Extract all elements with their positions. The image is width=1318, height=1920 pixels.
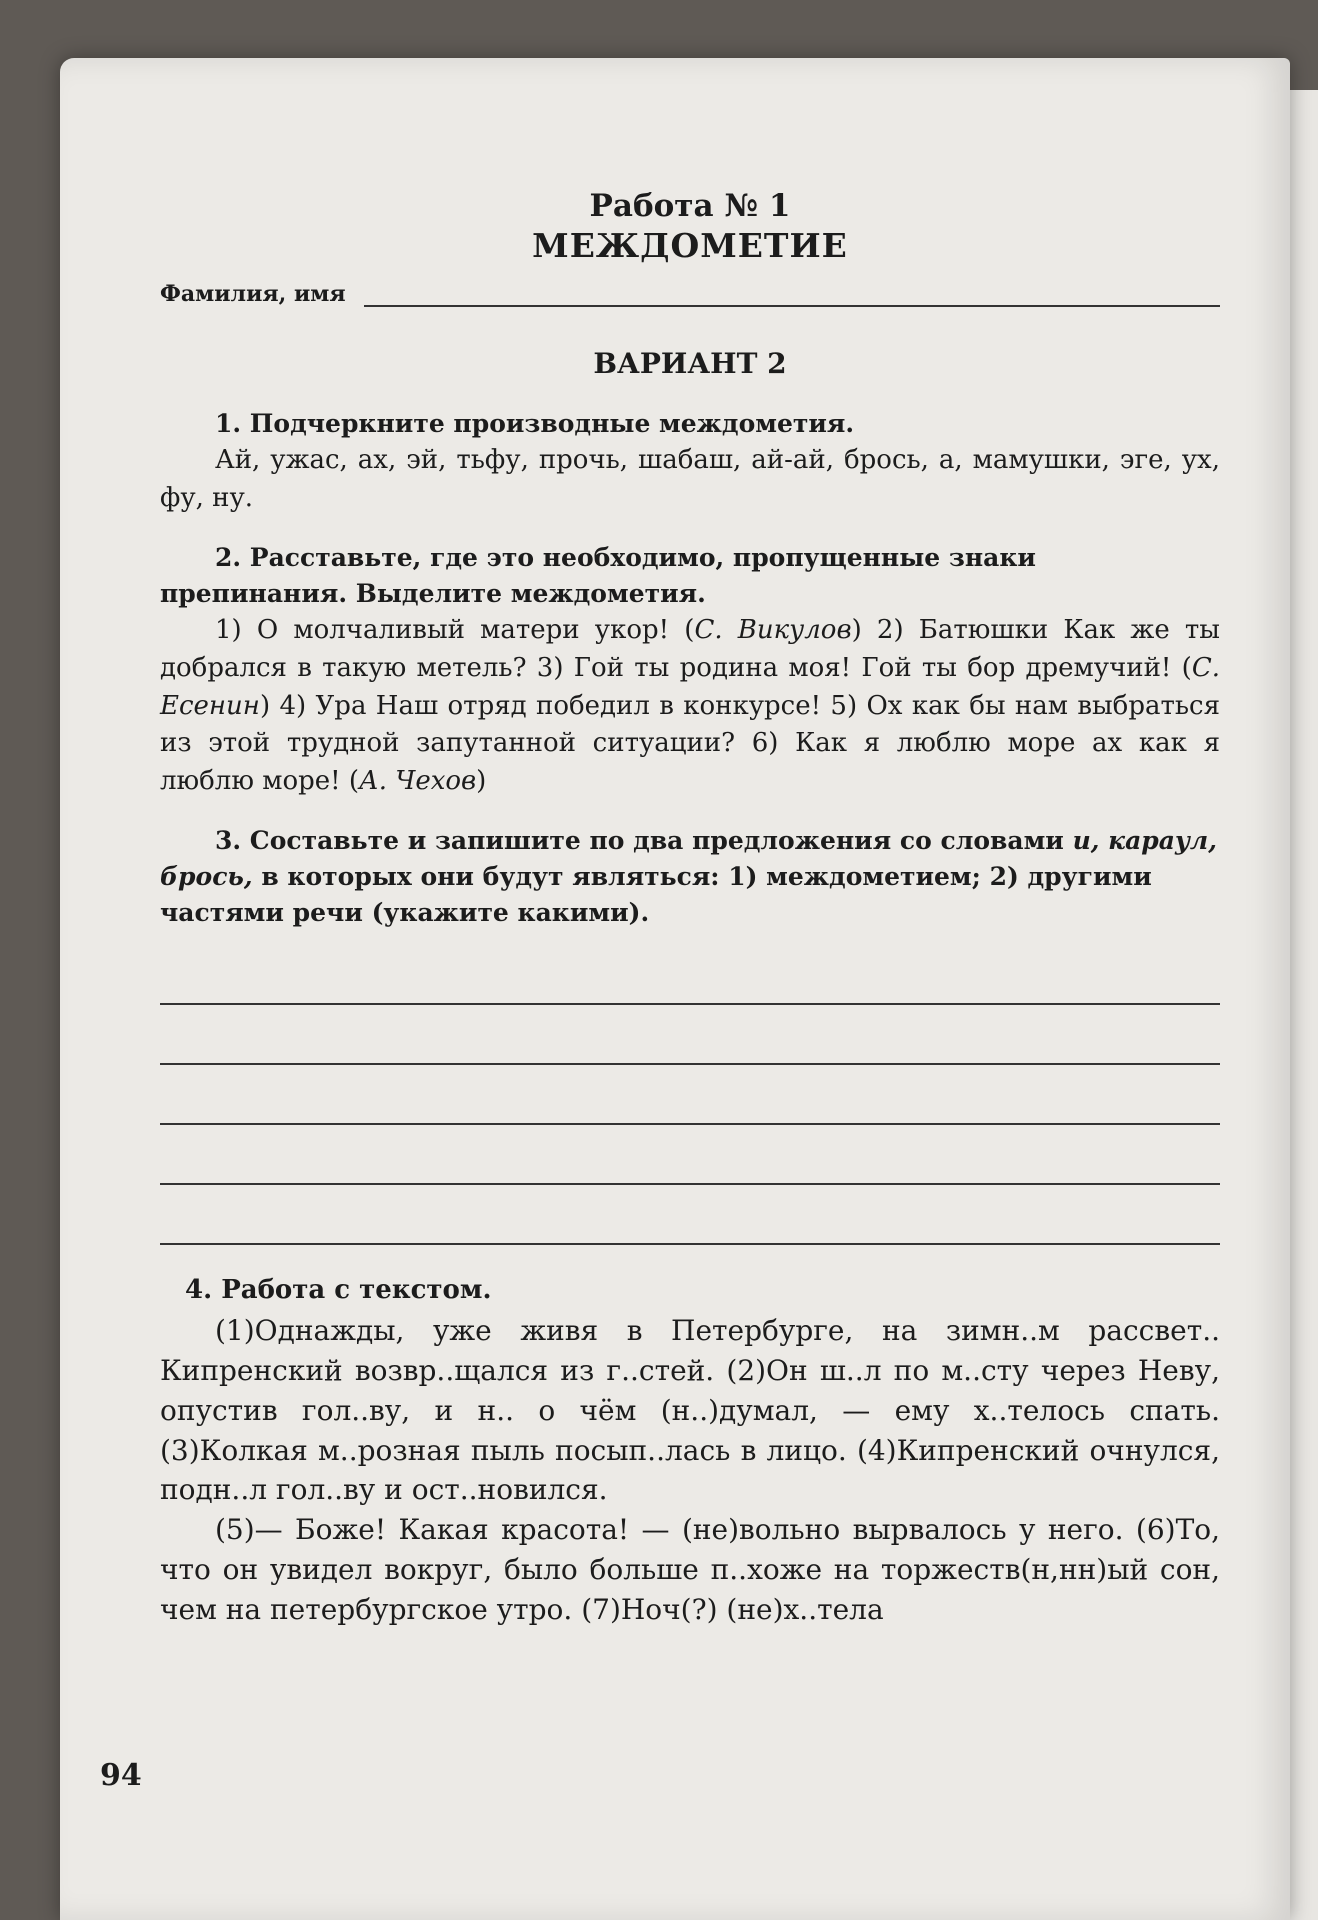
- page-content: [160, 188, 1220, 1629]
- task-2: [160, 540, 1220, 801]
- task-3-word-i: и,: [1072, 825, 1100, 855]
- workbook-page: [60, 58, 1290, 1920]
- task-1-title: 1. Подчеркните производные междометия.: [215, 409, 855, 438]
- task-2-text: [160, 612, 1220, 800]
- task-3-part: 3. Составьте и запишите по два предложения со словами: [215, 825, 1073, 855]
- task-2-title: 2. Расставьте, где это необходимо, пропущенные знаки препинания. Выделите междометия.: [160, 542, 1036, 608]
- name-label: Фамилия, имя: [160, 281, 346, 307]
- topic-title: МЕЖДОМЕТИЕ: [532, 226, 848, 265]
- task-4-paragraph-1: (1)Однажды, уже живя в Петербурге, на зимн..м рассвет.. Кипренский возвр..щался из г..стей. (2)Он ш..л по м..сту через Неву, опустив гол..ву, и н.. о чём (н..)думал, — ему х..телось спать. (3)Колкая м..розная пыль посып..лась в лицо. (4)Кипренский очнулся, подн..л гол..ву и ост..новился.: [160, 1314, 1220, 1507]
- task-1: [160, 406, 1220, 518]
- author-vikulov: С. Викулов: [694, 615, 852, 646]
- answer-line[interactable]: [160, 945, 1220, 1005]
- task-2-part: ) 2) Батюшки Как же ты добрался в такую метель? 3) Гой ты родина моя! Гой ты бор дремучий! (: [160, 615, 1220, 683]
- task-3-title: [160, 823, 1220, 932]
- answer-line[interactable]: [160, 1005, 1220, 1065]
- answer-line[interactable]: [160, 1185, 1220, 1245]
- task-3-part: в которых они будут являться: 1) междометием; 2) другими частями речи (укажите какими).: [160, 861, 1152, 928]
- task-1-text: Ай, ужас, ах, эй, тьфу, прочь, шабаш, ай-ай, брось, а, мамушки, эге, ух, фу, ну.: [160, 445, 1220, 513]
- answer-line[interactable]: [160, 1065, 1220, 1125]
- author-esenin: С. Есенин: [160, 652, 1220, 721]
- author-chekhov: А. Чехов: [359, 765, 477, 796]
- task-2-part: ) 4) Ура Наш отряд победил в конкурсе! 5) Ох как бы нам выбраться из этой трудной запутанной ситуации? 6) Как я люблю море ах как я люблю море! (: [160, 690, 1220, 796]
- name-field: [160, 281, 1220, 307]
- task-3: [160, 823, 1220, 1246]
- task-3-words: караул, брось,: [160, 825, 1217, 891]
- work-title: Работа № 1: [589, 188, 791, 224]
- page-number: 94: [100, 1758, 142, 1793]
- task-2-part: ): [476, 765, 487, 796]
- task-4-paragraph-2: (5)— Боже! Какая красота! — (не)вольно вырвалось у него. (6)То, что он увидел вокруг, было больше п..хоже на торжеств(н,нн)ый сон, чем на петербургское утро. (7)Ноч(?) (не)х..тела: [160, 1513, 1220, 1626]
- answer-line[interactable]: [160, 1125, 1220, 1185]
- answer-lines: [160, 945, 1220, 1245]
- task-4: [160, 1275, 1220, 1629]
- task-4-title: 4. Работа с текстом.: [185, 1275, 492, 1306]
- variant-title: ВАРИАНТ 2: [593, 347, 787, 380]
- name-blank-line: [364, 283, 1220, 307]
- task-2-part: 1) О молчаливый матери укор! (: [215, 615, 695, 646]
